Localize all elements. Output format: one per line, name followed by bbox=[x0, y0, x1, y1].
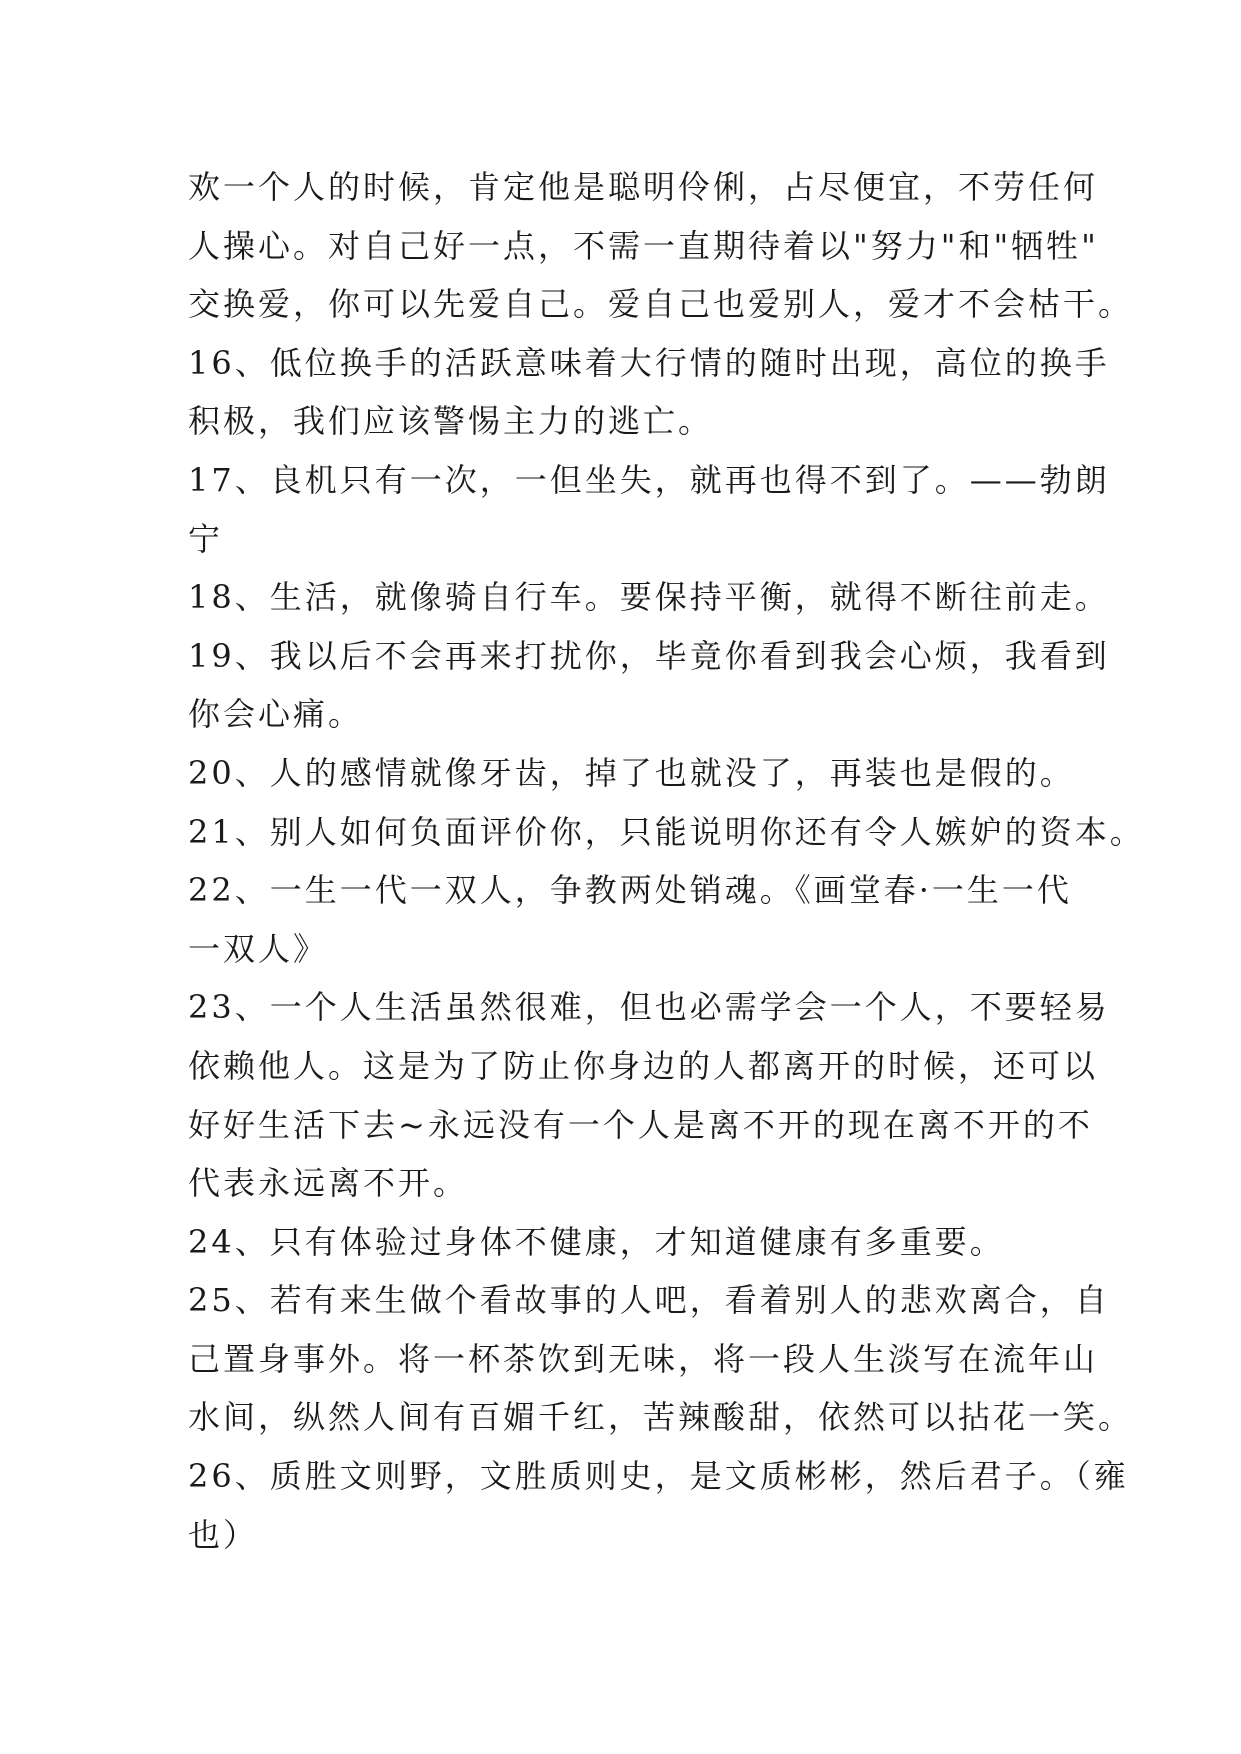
text-line: 25、若有来生做个看故事的人吧，看着别人的悲欢离合，自 bbox=[188, 1281, 1110, 1320]
text-line: 17、良机只有一次，一但坐失，就再也得不到了。——勃朗 bbox=[188, 460, 1110, 499]
text-line: 20、人的感情就像牙齿，掉了也就没了，再装也是假的。 bbox=[188, 753, 1075, 792]
text-line: 23、一个人生活虽然很难，但也必需学会一个人，不要轻易 bbox=[188, 988, 1110, 1027]
text-line: 22、一生一代一双人，争教两处销魂。《画堂春·一生一代 bbox=[188, 871, 1072, 910]
text-line: 21、别人如何负面评价你，只能说明你还有令人嫉妒的资本。 bbox=[188, 812, 1145, 851]
document-body bbox=[188, 158, 1145, 1564]
text-line: 欢一个人的时候，肯定他是聪明伶俐，占尽便宜，不劳任何 bbox=[188, 168, 1099, 206]
text-line: 代表永远离不开。 bbox=[188, 1164, 469, 1203]
text-line: 人操心。对自己好一点，不需一直期待着以"努力"和"牺牲" bbox=[188, 226, 1099, 265]
text-line: 一双人》 bbox=[188, 929, 329, 968]
text-line: 24、只有体验过身体不健康，才知道健康有多重要。 bbox=[188, 1222, 1005, 1261]
text-line: 26、质胜文则野，文胜质则史，是文质彬彬，然后君子。（雍 bbox=[188, 1457, 1129, 1496]
text-line: 积极，我们应该警惕主力的逃亡。 bbox=[188, 402, 714, 441]
text-line: 16、低位换手的活跃意味着大行情的随时出现，高位的换手 bbox=[188, 343, 1110, 382]
text-line: 19、我以后不会再来打扰你，毕竟你看到我会心烦，我看到 bbox=[188, 636, 1110, 675]
text-line: 交换爱，你可以先爱自己。爱自己也爱别人，爱才不会枯干。 bbox=[188, 285, 1134, 324]
text-line: 也） bbox=[188, 1515, 259, 1554]
text-line: 己置身事外。将一杯茶饮到无味，将一段人生淡写在流年山 bbox=[188, 1339, 1099, 1378]
text-line: 水间，纵然人间有百媚千红，苦辣酸甜，依然可以拈花一笑。 bbox=[188, 1398, 1134, 1437]
text-line: 18、生活，就像骑自行车。要保持平衡，就得不断往前走。 bbox=[188, 578, 1110, 617]
text-line: 依赖他人。这是为了防止你身边的人都离开的时候，还可以 bbox=[188, 1046, 1099, 1085]
text-line: 你会心痛。 bbox=[188, 695, 364, 734]
text-line: 好好生活下去~永远没有一个人是离不开的现在离不开的不 bbox=[188, 1105, 1093, 1144]
text-line: 宁 bbox=[188, 519, 224, 558]
